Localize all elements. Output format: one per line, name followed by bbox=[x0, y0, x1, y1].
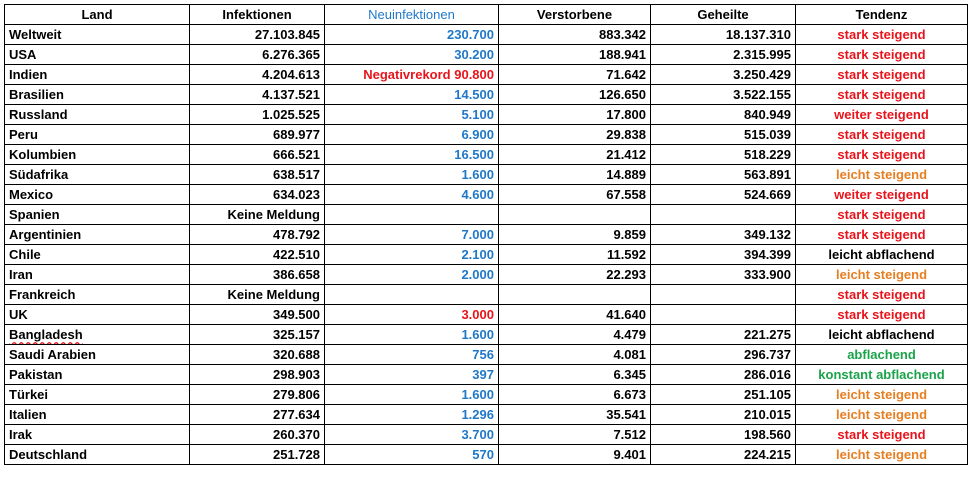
cell-geheilte: 515.039 bbox=[651, 125, 796, 145]
cell-infektionen: Keine Meldung bbox=[190, 205, 325, 225]
cell-infektionen: Keine Meldung bbox=[190, 285, 325, 305]
table-row bbox=[5, 425, 968, 445]
cell-verstorbene: 14.889 bbox=[499, 165, 651, 185]
cell-verstorbene: 41.640 bbox=[499, 305, 651, 325]
cell-land: Weltweit bbox=[5, 25, 190, 45]
cell-tendenz: weiter steigend bbox=[796, 185, 968, 205]
cell-geheilte: 518.229 bbox=[651, 145, 796, 165]
cell-geheilte: 18.137.310 bbox=[651, 25, 796, 45]
cell-land: Italien bbox=[5, 405, 190, 425]
table-row bbox=[5, 265, 968, 285]
cell-neuinfektionen: 6.900 bbox=[325, 125, 499, 145]
cell-neuinfektionen: 756 bbox=[325, 345, 499, 365]
cell-neuinfektionen: 570 bbox=[325, 445, 499, 465]
cell-infektionen: 478.792 bbox=[190, 225, 325, 245]
cell-land: Pakistan bbox=[5, 365, 190, 385]
table-row bbox=[5, 225, 968, 245]
cell-geheilte bbox=[651, 205, 796, 225]
cell-infektionen: 386.658 bbox=[190, 265, 325, 285]
cell-neuinfektionen: 1.600 bbox=[325, 385, 499, 405]
cell-geheilte: 349.132 bbox=[651, 225, 796, 245]
header-row bbox=[5, 5, 968, 25]
cell-verstorbene: 9.401 bbox=[499, 445, 651, 465]
cell-verstorbene: 67.558 bbox=[499, 185, 651, 205]
table-row bbox=[5, 445, 968, 465]
cell-infektionen: 689.977 bbox=[190, 125, 325, 145]
cell-geheilte: 840.949 bbox=[651, 105, 796, 125]
cell-neuinfektionen: 1.296 bbox=[325, 405, 499, 425]
cell-verstorbene: 35.541 bbox=[499, 405, 651, 425]
table-row bbox=[5, 105, 968, 125]
cell-verstorbene: 126.650 bbox=[499, 85, 651, 105]
cell-land: Frankreich bbox=[5, 285, 190, 305]
cell-tendenz: konstant abflachend bbox=[796, 365, 968, 385]
cell-land: Argentinien bbox=[5, 225, 190, 245]
header-land: Land bbox=[5, 5, 190, 25]
cell-land: Brasilien bbox=[5, 85, 190, 105]
cell-geheilte: 296.737 bbox=[651, 345, 796, 365]
table-row bbox=[5, 165, 968, 185]
covid-table bbox=[4, 4, 968, 465]
cell-geheilte: 221.275 bbox=[651, 325, 796, 345]
cell-land bbox=[5, 325, 190, 345]
table-row bbox=[5, 245, 968, 265]
cell-land: Chile bbox=[5, 245, 190, 265]
cell-tendenz: leicht steigend bbox=[796, 385, 968, 405]
cell-neuinfektionen: Negativrekord 90.800 bbox=[325, 65, 499, 85]
cell-geheilte: 2.315.995 bbox=[651, 45, 796, 65]
cell-land-text: Bangladesh bbox=[9, 327, 83, 342]
cell-verstorbene: 17.800 bbox=[499, 105, 651, 125]
cell-geheilte bbox=[651, 305, 796, 325]
cell-geheilte: 210.015 bbox=[651, 405, 796, 425]
table-row bbox=[5, 145, 968, 165]
cell-infektionen: 325.157 bbox=[190, 325, 325, 345]
cell-land: Saudi Arabien bbox=[5, 345, 190, 365]
cell-neuinfektionen bbox=[325, 205, 499, 225]
table-row bbox=[5, 45, 968, 65]
cell-verstorbene bbox=[499, 285, 651, 305]
cell-land: USA bbox=[5, 45, 190, 65]
header-infektionen: Infektionen bbox=[190, 5, 325, 25]
cell-geheilte: 563.891 bbox=[651, 165, 796, 185]
header-verstorbene: Verstorbene bbox=[499, 5, 651, 25]
cell-tendenz: leicht steigend bbox=[796, 405, 968, 425]
cell-infektionen: 4.204.613 bbox=[190, 65, 325, 85]
cell-land: Deutschland bbox=[5, 445, 190, 465]
table-row bbox=[5, 125, 968, 145]
cell-land: Peru bbox=[5, 125, 190, 145]
header-tendenz: Tendenz bbox=[796, 5, 968, 25]
cell-land: Südafrika bbox=[5, 165, 190, 185]
cell-geheilte: 224.215 bbox=[651, 445, 796, 465]
cell-infektionen: 6.276.365 bbox=[190, 45, 325, 65]
cell-infektionen: 4.137.521 bbox=[190, 85, 325, 105]
cell-verstorbene: 11.592 bbox=[499, 245, 651, 265]
cell-infektionen: 422.510 bbox=[190, 245, 325, 265]
cell-verstorbene: 21.412 bbox=[499, 145, 651, 165]
table-row bbox=[5, 385, 968, 405]
cell-land: Kolumbien bbox=[5, 145, 190, 165]
cell-tendenz: stark steigend bbox=[796, 125, 968, 145]
header-geheilte: Geheilte bbox=[651, 5, 796, 25]
cell-infektionen: 320.688 bbox=[190, 345, 325, 365]
cell-geheilte: 251.105 bbox=[651, 385, 796, 405]
cell-land: UK bbox=[5, 305, 190, 325]
table-row bbox=[5, 285, 968, 305]
cell-tendenz: weiter steigend bbox=[796, 105, 968, 125]
cell-neuinfektionen: 2.100 bbox=[325, 245, 499, 265]
cell-neuinfektionen: 1.600 bbox=[325, 325, 499, 345]
cell-neuinfektionen: 3.000 bbox=[325, 305, 499, 325]
table-row bbox=[5, 365, 968, 385]
cell-neuinfektionen: 14.500 bbox=[325, 85, 499, 105]
cell-land: Russland bbox=[5, 105, 190, 125]
cell-infektionen: 1.025.525 bbox=[190, 105, 325, 125]
cell-verstorbene: 883.342 bbox=[499, 25, 651, 45]
table-row bbox=[5, 25, 968, 45]
cell-neuinfektionen: 1.600 bbox=[325, 165, 499, 185]
cell-land: Türkei bbox=[5, 385, 190, 405]
cell-tendenz: leicht steigend bbox=[796, 165, 968, 185]
cell-infektionen: 638.517 bbox=[190, 165, 325, 185]
cell-verstorbene: 4.479 bbox=[499, 325, 651, 345]
cell-geheilte: 394.399 bbox=[651, 245, 796, 265]
cell-neuinfektionen: 230.700 bbox=[325, 25, 499, 45]
table-row bbox=[5, 305, 968, 325]
cell-geheilte: 333.900 bbox=[651, 265, 796, 285]
cell-tendenz: stark steigend bbox=[796, 65, 968, 85]
cell-geheilte bbox=[651, 285, 796, 305]
cell-verstorbene bbox=[499, 205, 651, 225]
cell-verstorbene: 22.293 bbox=[499, 265, 651, 285]
cell-neuinfektionen: 3.700 bbox=[325, 425, 499, 445]
cell-land: Indien bbox=[5, 65, 190, 85]
table-row bbox=[5, 185, 968, 205]
table-row bbox=[5, 65, 968, 85]
table-row bbox=[5, 325, 968, 345]
cell-neuinfektionen: 16.500 bbox=[325, 145, 499, 165]
cell-neuinfektionen: 7.000 bbox=[325, 225, 499, 245]
cell-tendenz: stark steigend bbox=[796, 285, 968, 305]
table-row bbox=[5, 405, 968, 425]
cell-geheilte: 3.522.155 bbox=[651, 85, 796, 105]
cell-infektionen: 251.728 bbox=[190, 445, 325, 465]
cell-infektionen: 634.023 bbox=[190, 185, 325, 205]
table-row bbox=[5, 85, 968, 105]
cell-infektionen: 298.903 bbox=[190, 365, 325, 385]
cell-land: Iran bbox=[5, 265, 190, 285]
cell-infektionen: 349.500 bbox=[190, 305, 325, 325]
cell-tendenz: stark steigend bbox=[796, 85, 968, 105]
cell-tendenz: leicht steigend bbox=[796, 265, 968, 285]
cell-verstorbene: 71.642 bbox=[499, 65, 651, 85]
cell-neuinfektionen: 2.000 bbox=[325, 265, 499, 285]
cell-geheilte: 3.250.429 bbox=[651, 65, 796, 85]
cell-neuinfektionen: 397 bbox=[325, 365, 499, 385]
cell-infektionen: 277.634 bbox=[190, 405, 325, 425]
cell-geheilte: 286.016 bbox=[651, 365, 796, 385]
cell-infektionen: 27.103.845 bbox=[190, 25, 325, 45]
cell-geheilte: 198.560 bbox=[651, 425, 796, 445]
cell-verstorbene: 29.838 bbox=[499, 125, 651, 145]
cell-infektionen: 279.806 bbox=[190, 385, 325, 405]
cell-infektionen: 666.521 bbox=[190, 145, 325, 165]
cell-tendenz: leicht abflachend bbox=[796, 325, 968, 345]
cell-tendenz: stark steigend bbox=[796, 25, 968, 45]
cell-tendenz: leicht abflachend bbox=[796, 245, 968, 265]
cell-verstorbene: 6.673 bbox=[499, 385, 651, 405]
cell-tendenz: abflachend bbox=[796, 345, 968, 365]
cell-neuinfektionen: 5.100 bbox=[325, 105, 499, 125]
table-row bbox=[5, 205, 968, 225]
cell-verstorbene: 6.345 bbox=[499, 365, 651, 385]
cell-verstorbene: 4.081 bbox=[499, 345, 651, 365]
cell-tendenz: stark steigend bbox=[796, 45, 968, 65]
header-neuinfektionen: Neuinfektionen bbox=[325, 5, 499, 25]
cell-tendenz: stark steigend bbox=[796, 425, 968, 445]
cell-neuinfektionen bbox=[325, 285, 499, 305]
cell-tendenz: stark steigend bbox=[796, 145, 968, 165]
cell-tendenz: stark steigend bbox=[796, 205, 968, 225]
cell-verstorbene: 188.941 bbox=[499, 45, 651, 65]
cell-land: Spanien bbox=[5, 205, 190, 225]
cell-infektionen: 260.370 bbox=[190, 425, 325, 445]
cell-neuinfektionen: 30.200 bbox=[325, 45, 499, 65]
cell-geheilte: 524.669 bbox=[651, 185, 796, 205]
cell-land: Mexico bbox=[5, 185, 190, 205]
table-row bbox=[5, 345, 968, 365]
cell-verstorbene: 9.859 bbox=[499, 225, 651, 245]
cell-verstorbene: 7.512 bbox=[499, 425, 651, 445]
cell-tendenz: stark steigend bbox=[796, 305, 968, 325]
cell-tendenz: leicht steigend bbox=[796, 445, 968, 465]
cell-neuinfektionen: 4.600 bbox=[325, 185, 499, 205]
cell-land: Irak bbox=[5, 425, 190, 445]
cell-tendenz: stark steigend bbox=[796, 225, 968, 245]
